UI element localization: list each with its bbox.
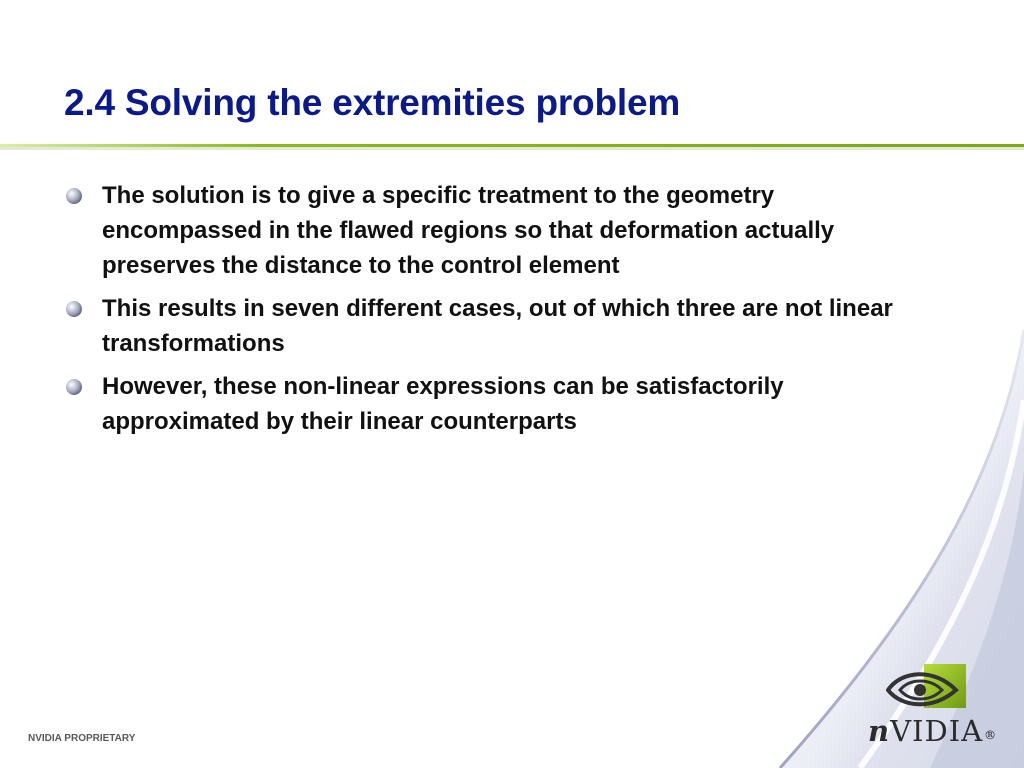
slide-title: 2.4 Solving the extremities problem: [64, 82, 681, 123]
nvidia-wordmark: nVIDIA®: [868, 714, 998, 748]
bullet-item: [62, 291, 922, 361]
title-divider: [0, 144, 1024, 150]
bullet-text: However, these non-linear expressions can be satisfactorily approximated by their linear counterparts: [102, 373, 784, 435]
bullet-text: The solution is to give a specific treatment to the geometry encompassed in the flawed regions so that deformation actually preserves the distance to the control element: [102, 182, 835, 279]
nvidia-eye-logo-icon: [886, 660, 970, 714]
bullet-list: [62, 178, 922, 447]
bullet-item: [62, 178, 922, 283]
bullet-sphere-icon: [64, 377, 84, 397]
nvidia-logo: [868, 660, 1008, 754]
bullet-text: This results in seven different cases, out of which three are not linear transformations: [102, 295, 893, 357]
bullet-sphere-icon: [64, 299, 84, 319]
footer-proprietary-label: NVIDIA PROPRIETARY: [28, 733, 136, 744]
bullet-sphere-icon: [64, 186, 84, 206]
bullet-item: [62, 369, 922, 439]
